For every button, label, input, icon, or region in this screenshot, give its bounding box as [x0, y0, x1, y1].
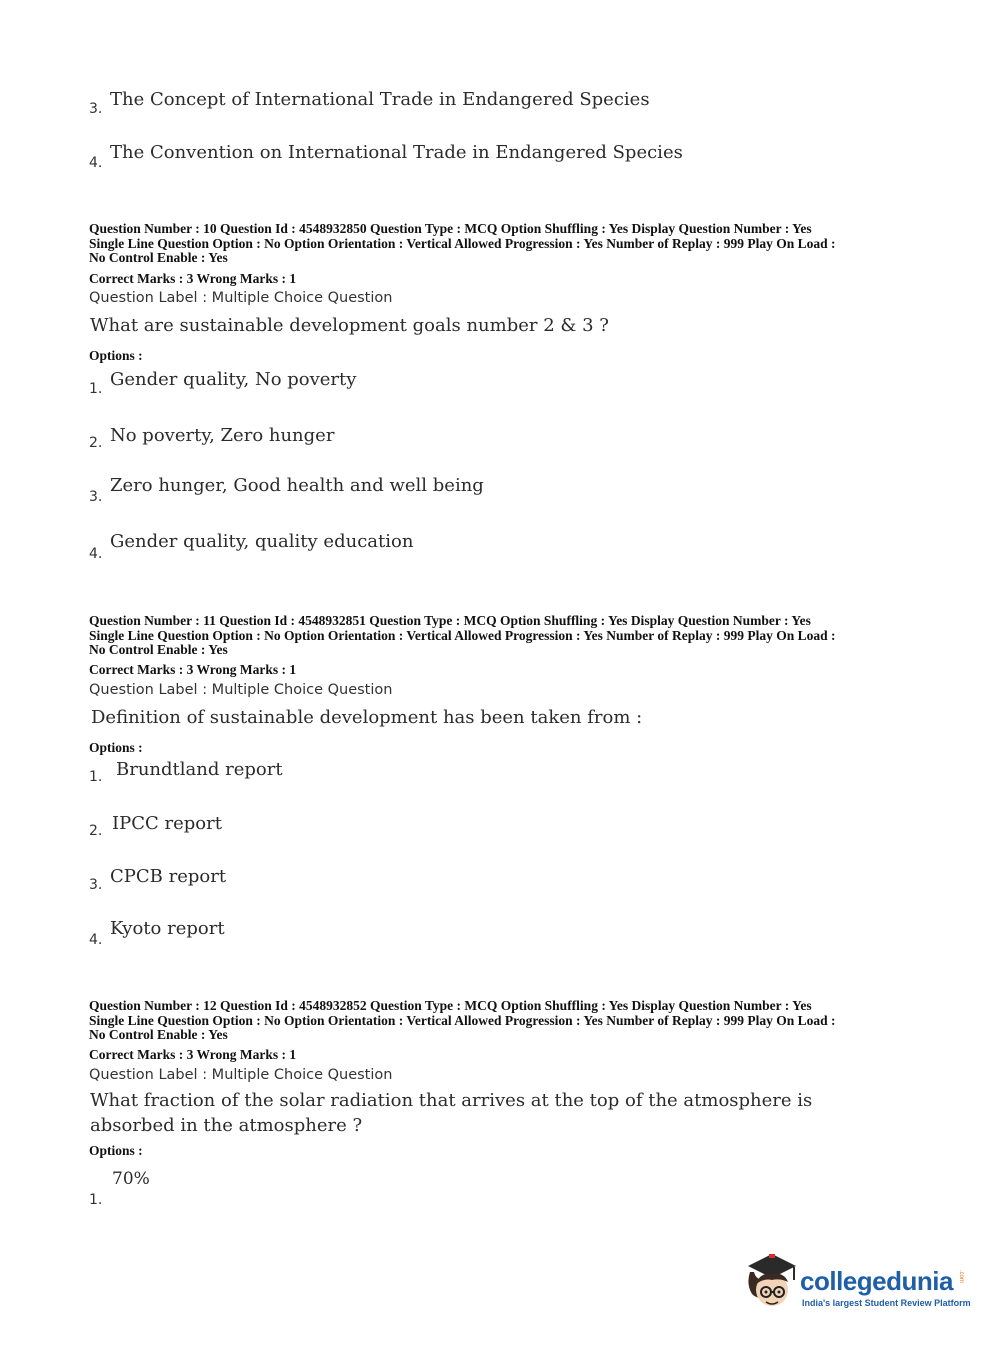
options-heading: Options : — [89, 1143, 143, 1158]
option-number: 1. — [89, 381, 103, 397]
question-meta — [89, 614, 836, 658]
option-number: 3. — [89, 489, 103, 505]
question-label: Question Label : Multiple Choice Question — [89, 682, 393, 698]
option-text: Zero hunger, Good health and well being — [110, 475, 484, 496]
option-number: 1. — [89, 1192, 103, 1208]
option-number: 4. — [89, 546, 103, 562]
mascot-icon — [742, 1250, 800, 1312]
question-marks: Correct Marks : 3 Wrong Marks : 1 — [89, 662, 297, 677]
question-meta — [89, 222, 836, 266]
option-text: IPCC report — [112, 813, 222, 834]
question-meta-line: Question Number : 12 Question Id : 4548932852 Question Type : MCQ Option Shuffling : Yes Display Question Number : Yes — [89, 998, 812, 1013]
option-number: 4. — [89, 155, 103, 171]
option-text: The Concept of International Trade in Endangered Species — [110, 89, 650, 110]
question-marks: Correct Marks : 3 Wrong Marks : 1 — [89, 271, 297, 286]
question-meta-line: Question Number : 10 Question Id : 4548932850 Question Type : MCQ Option Shuffling : Yes Display Question Number : Yes — [89, 221, 812, 236]
option-number: 4. — [89, 932, 103, 948]
question-label: Question Label : Multiple Choice Question — [89, 1067, 393, 1083]
option-text: The Convention on International Trade in Endangered Species — [110, 142, 683, 163]
logo-tagline: India's largest Student Review Platform — [802, 1298, 971, 1308]
option-number: 2. — [89, 823, 103, 839]
question-label: Question Label : Multiple Choice Question — [89, 290, 393, 306]
question-meta-line: Single Line Question Option : No Option Orientation : Vertical Allowed Progression : Yes Number of Replay : 999 Play On Load : — [89, 627, 836, 643]
collegedunia-logo[interactable] — [742, 1250, 972, 1322]
option-number: 1. — [89, 769, 103, 785]
question-meta-line: Question Number : 11 Question Id : 4548932851 Question Type : MCQ Option Shuffling : Yes Display Question Number : Yes — [89, 613, 811, 628]
question-meta-line: No Control Enable : Yes — [89, 250, 228, 265]
question-text-line: What fraction of the solar radiation that arrives at the top of the atmosphere is — [90, 1090, 813, 1111]
option-text: Gender quality, quality education — [110, 531, 414, 552]
logo-domain-suffix: .com — [958, 1270, 964, 1284]
question-text-line: absorbed in the atmosphere ? — [90, 1115, 363, 1136]
options-heading: Options : — [89, 348, 143, 363]
option-text: No poverty, Zero hunger — [110, 425, 335, 446]
option-text: Kyoto report — [110, 918, 225, 939]
option-text: CPCB report — [110, 866, 227, 887]
option-text: Gender quality, No poverty — [110, 369, 357, 390]
question-text — [90, 1088, 812, 1138]
question-meta-line: Single Line Question Option : No Option Orientation : Vertical Allowed Progression : Yes Number of Replay : 999 Play On Load : — [89, 235, 836, 251]
option-number: 3. — [89, 101, 103, 117]
option-number: 2. — [89, 435, 103, 451]
question-marks: Correct Marks : 3 Wrong Marks : 1 — [89, 1047, 297, 1062]
question-text: What are sustainable development goals number 2 & 3 ? — [90, 315, 609, 336]
logo-wordmark: collegedunia — [800, 1266, 953, 1296]
question-meta-line: Single Line Question Option : No Option Orientation : Vertical Allowed Progression : Yes Number of Replay : 999 Play On Load : — [89, 1012, 836, 1028]
question-meta-line: No Control Enable : Yes — [89, 1027, 228, 1042]
question-meta — [89, 999, 836, 1043]
question-meta-line: No Control Enable : Yes — [89, 642, 228, 657]
options-heading: Options : — [89, 740, 143, 755]
option-number: 3. — [89, 877, 103, 893]
option-text: Brundtland report — [116, 759, 283, 780]
option-text: 70% — [112, 1169, 150, 1189]
question-text: Definition of sustainable development has been taken from : — [91, 707, 643, 728]
